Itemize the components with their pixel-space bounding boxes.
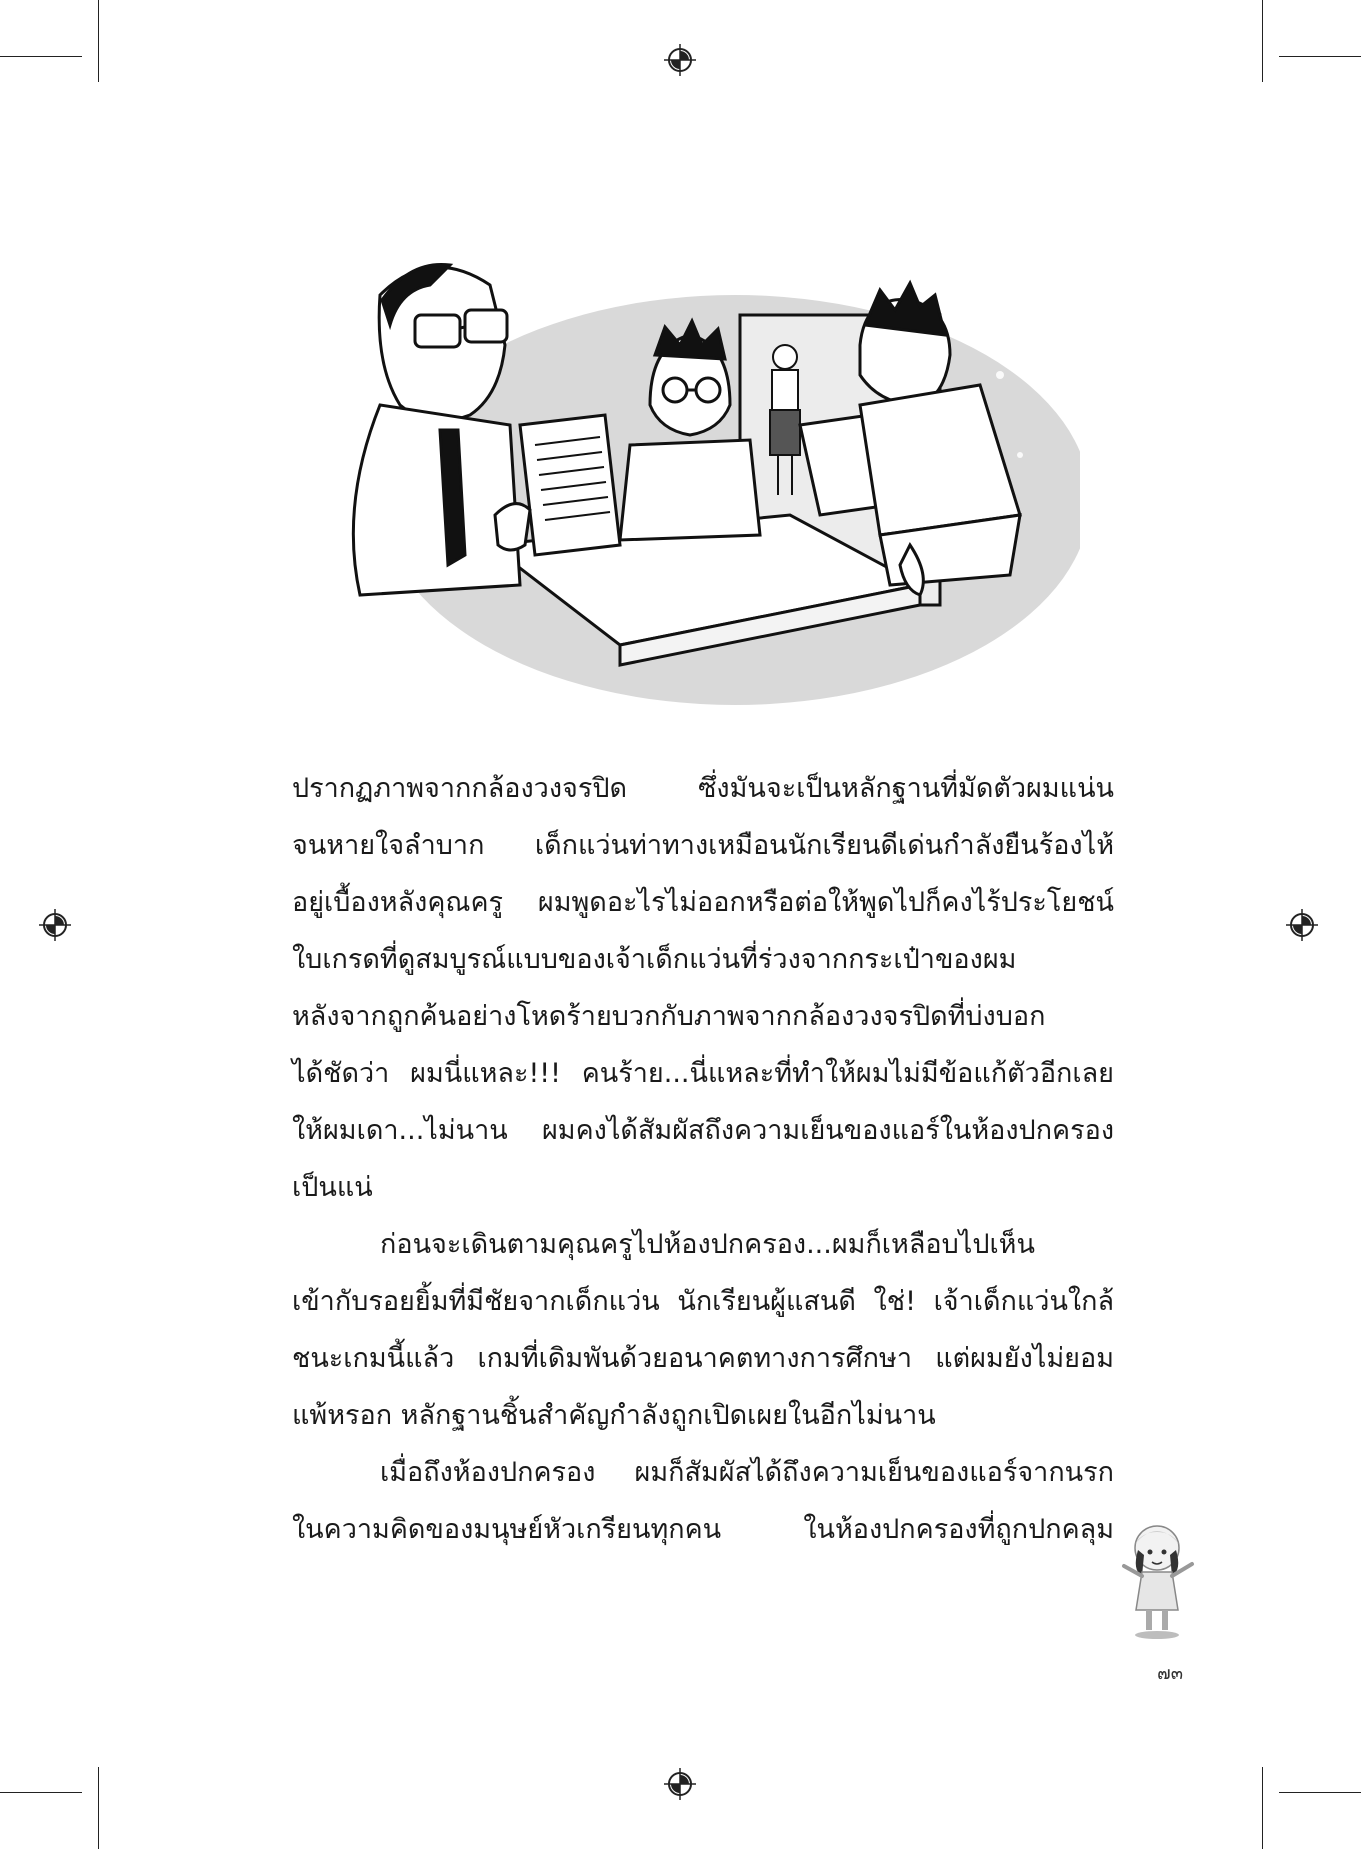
- text-line: จนหายใจลำบาก เด็กแว่นท่าทางเหมือนนักเรียนดีเด่นกำลังยืนร้องไห้: [292, 830, 1114, 861]
- text-line: ได้ชัดว่า ผมนี่แหละ!!! คนร้าย...นี่แหละที่ทำให้ผมไม่มีข้อแก้ตัวอีกเลย: [292, 1058, 1114, 1089]
- text-line: ปรากฏภาพจากกล้องวงจรปิด ซึ่งมันจะเป็นหลักฐานที่มัดตัวผมแน่น: [292, 773, 1114, 804]
- registration-mark-icon: [663, 43, 697, 77]
- text-line: แพ้หรอก หลักฐานชิ้นสำคัญกำลังถูกเปิดเผยในอีกไม่นาน: [292, 1400, 936, 1431]
- paragraph: [292, 760, 1114, 1216]
- text-line: เมื่อถึงห้องปกครอง ผมก็สัมผัสได้ถึงความเย็นของแอร์จากนรก: [380, 1457, 1114, 1488]
- registration-mark-icon: [38, 908, 72, 942]
- classroom-illustration: [320, 255, 1080, 725]
- text-line: หลังจากถูกค้นอย่างโหดร้ายบวกกับภาพจากกล้องวงจรปิดที่บ่งบอก: [292, 1001, 1046, 1032]
- text-line: ให้ผมเดา...ไม่นาน ผมคงได้สัมผัสถึงความเย็นของแอร์ในห้องปกครอง: [292, 1115, 1114, 1146]
- text-line: ในความคิดของมนุษย์หัวเกรียนทุกคน ในห้องปกครองที่ถูกปกคลุม: [292, 1514, 1114, 1545]
- text-line: ก่อนจะเดินตามคุณครูไปห้องปกครอง...ผมก็เหลือบไปเห็น: [380, 1229, 1035, 1260]
- text-line: เป็นแน่: [292, 1172, 373, 1203]
- registration-mark-icon: [663, 1767, 697, 1801]
- page-number: ๗๓: [1157, 1663, 1183, 1684]
- text-line: ใบเกรดที่ดูสมบูรณ์แบบของเจ้าเด็กแว่นที่ร่วงจากกระเป๋าของผม: [292, 944, 1017, 975]
- text-line: อยู่เบื้องหลังคุณครู ผมพูดอะไรไม่ออกหรือต่อให้พูดไปก็คงไร้ประโยชน์: [292, 887, 1114, 918]
- text-line: เข้ากับรอยยิ้มที่มีชัยจากเด็กแว่น นักเรียนผู้แสนดี ใช่! เจ้าเด็กแว่นใกล้: [292, 1286, 1114, 1317]
- story-text: [292, 760, 1114, 1558]
- text-line: ชนะเกมนี้แล้ว เกมที่เดิมพันด้วยอนาคตทางการศึกษา แต่ผมยังไม่ยอม: [292, 1343, 1114, 1374]
- paragraph: [292, 1216, 1114, 1444]
- paragraph: [292, 1444, 1114, 1558]
- girl-mascot-icon: [1112, 1510, 1202, 1640]
- registration-mark-icon: [1285, 908, 1319, 942]
